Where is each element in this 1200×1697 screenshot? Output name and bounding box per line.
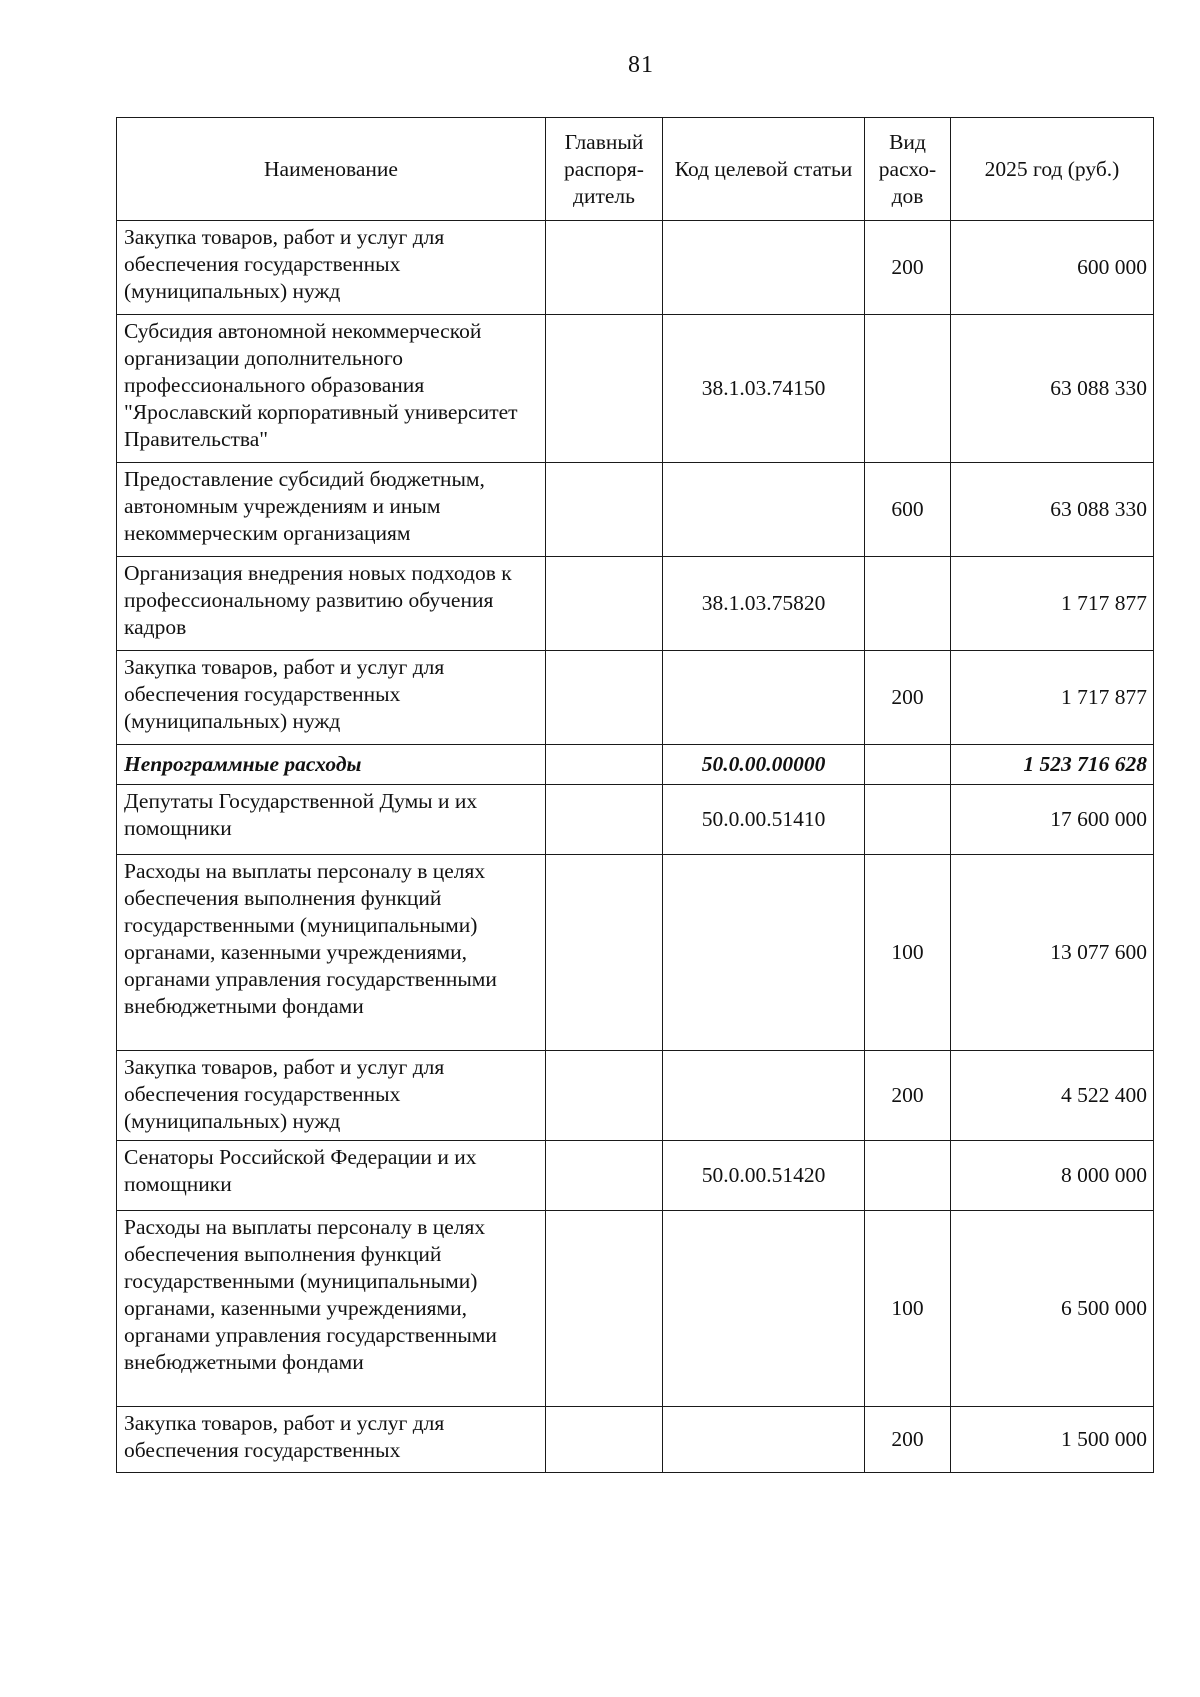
table-row (117, 1051, 1154, 1141)
row-admin (546, 745, 663, 785)
row-amount: 63 088 330 (951, 463, 1154, 557)
row-code: 50.0.00.00000 (663, 745, 865, 785)
row-kind: 100 (865, 1211, 951, 1407)
row-code: 50.0.00.51420 (663, 1141, 865, 1211)
row-code (663, 221, 865, 315)
row-kind: 600 (865, 463, 951, 557)
row-name: Организация внедрения новых подходов к профессиональному развитию обучения кадров (117, 557, 546, 651)
row-name: Расходы на выплаты персоналу в целях обеспечения выполнения функций государственными (муниципальными) органами, казенными учреждениями, органами управления государственными внебюджетными фондами (117, 1211, 546, 1407)
row-kind (865, 1141, 951, 1211)
row-amount: 1 717 877 (951, 651, 1154, 745)
row-name: Непрограммные расходы (117, 745, 546, 785)
row-admin (546, 855, 663, 1051)
row-kind: 200 (865, 651, 951, 745)
row-name: Закупка товаров, работ и услуг для обеспечения государственных (муниципальных) нужд (117, 1051, 546, 1141)
row-code (663, 855, 865, 1051)
header-amount: 2025 год (руб.) (951, 118, 1154, 221)
row-amount: 1 523 716 628 (951, 745, 1154, 785)
row-code: 38.1.03.75820 (663, 557, 865, 651)
header-code: Код целевой статьи (663, 118, 865, 221)
row-name: Закупка товаров, работ и услуг для обеспечения государственных (117, 1407, 546, 1473)
table-row (117, 855, 1154, 1051)
row-name: Сенаторы Российской Федерации и их помощники (117, 1141, 546, 1211)
row-admin (546, 315, 663, 463)
row-amount: 8 000 000 (951, 1141, 1154, 1211)
row-admin (546, 1051, 663, 1141)
row-admin (546, 651, 663, 745)
row-admin (546, 1407, 663, 1473)
table-row (117, 785, 1154, 855)
table-header-row (117, 118, 1154, 221)
row-kind (865, 785, 951, 855)
table-row (117, 315, 1154, 463)
row-amount: 600 000 (951, 221, 1154, 315)
header-kind: Вид расхо-дов (865, 118, 951, 221)
table-body (117, 221, 1154, 1473)
budget-table (116, 117, 1154, 1473)
header-name: Наименование (117, 118, 546, 221)
row-name: Депутаты Государственной Думы и их помощники (117, 785, 546, 855)
row-admin (546, 221, 663, 315)
row-amount: 6 500 000 (951, 1211, 1154, 1407)
table-row (117, 1211, 1154, 1407)
row-amount: 4 522 400 (951, 1051, 1154, 1141)
row-code: 50.0.00.51410 (663, 785, 865, 855)
table-row (117, 1407, 1154, 1473)
row-code (663, 463, 865, 557)
row-kind (865, 315, 951, 463)
page-number: 81 (628, 52, 654, 78)
row-kind (865, 557, 951, 651)
row-admin (546, 463, 663, 557)
row-amount: 1 717 877 (951, 557, 1154, 651)
row-kind: 200 (865, 1051, 951, 1141)
table-row (117, 221, 1154, 315)
row-name: Закупка товаров, работ и услуг для обеспечения государственных (муниципальных) нужд (117, 221, 546, 315)
row-admin (546, 557, 663, 651)
row-code (663, 1407, 865, 1473)
table-row (117, 745, 1154, 785)
row-kind: 200 (865, 1407, 951, 1473)
row-code (663, 1211, 865, 1407)
row-amount: 63 088 330 (951, 315, 1154, 463)
table-row (117, 651, 1154, 745)
row-amount: 1 500 000 (951, 1407, 1154, 1473)
row-name: Предоставление субсидий бюджетным, автономным учреждениям и иным некоммерческим организациям (117, 463, 546, 557)
row-name: Расходы на выплаты персоналу в целях обеспечения выполнения функций государственными (муниципальными) органами, казенными учреждениями, органами управления государственными внебюджетными фондами (117, 855, 546, 1051)
row-kind: 200 (865, 221, 951, 315)
table-row (117, 557, 1154, 651)
row-name: Закупка товаров, работ и услуг для обеспечения государственных (муниципальных) нужд (117, 651, 546, 745)
row-kind: 100 (865, 855, 951, 1051)
row-amount: 13 077 600 (951, 855, 1154, 1051)
row-admin (546, 785, 663, 855)
header-admin: Главный распоря-дитель (546, 118, 663, 221)
row-code (663, 1051, 865, 1141)
row-code: 38.1.03.74150 (663, 315, 865, 463)
row-kind (865, 745, 951, 785)
row-admin (546, 1211, 663, 1407)
table-row (117, 463, 1154, 557)
table-row (117, 1141, 1154, 1211)
row-code (663, 651, 865, 745)
row-amount: 17 600 000 (951, 785, 1154, 855)
row-name: Субсидия автономной некоммерческой организации дополнительного профессионального образования "Ярославский корпоративный университет Правительства" (117, 315, 546, 463)
row-admin (546, 1141, 663, 1211)
